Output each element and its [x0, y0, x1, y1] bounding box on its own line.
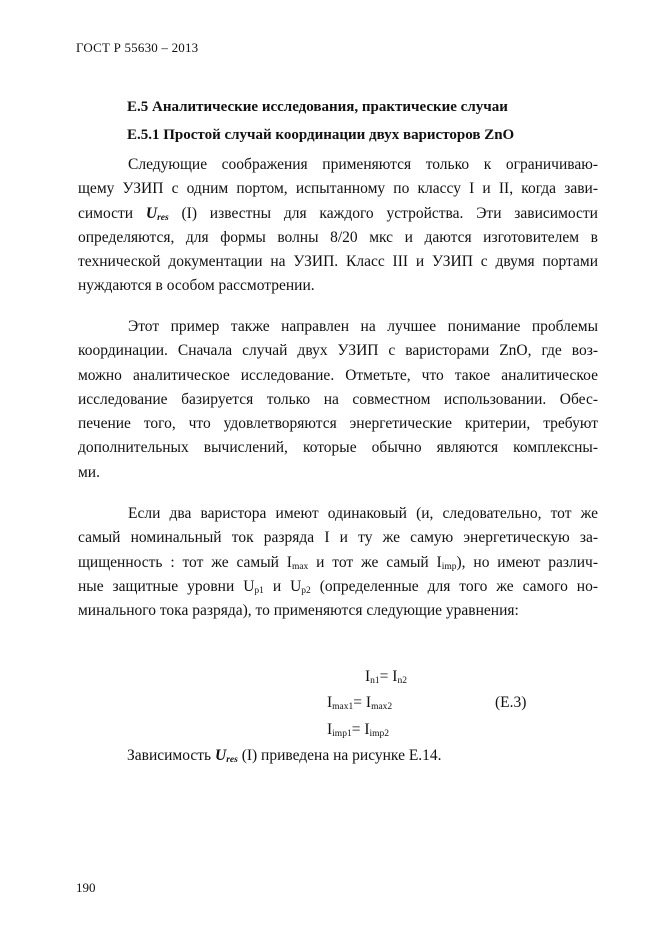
page-number: 190	[76, 880, 96, 895]
text-fragment: симости	[78, 204, 146, 222]
eq-lhs-subscript: imp1	[332, 729, 352, 739]
variable-symbol: U	[145, 204, 158, 222]
paragraph-line: технической документации на УЗИП. Класс III и УЗИП с двумя портами	[78, 253, 598, 271]
eq-equals: = I	[379, 668, 398, 685]
paragraph-3	[78, 502, 598, 623]
text-fragment: ), но имеют различ-	[456, 553, 599, 571]
text-fragment: (определенные для того же самого но-	[310, 577, 598, 595]
subscript: max	[291, 561, 309, 572]
subscript: imp	[441, 561, 457, 572]
figure-reference-line	[127, 747, 442, 765]
variable-u	[146, 205, 169, 222]
paragraph-1	[78, 153, 598, 299]
eq-rhs-subscript: max2	[371, 702, 393, 712]
variable-symbol: U	[214, 747, 227, 764]
equation-number: (Е.3)	[495, 694, 527, 711]
paragraph-line: ми.	[78, 463, 100, 481]
paragraph-line: минального тока разряда), то применяются следующие уравнения:	[78, 602, 519, 620]
eq-equals: = I	[351, 721, 370, 738]
paragraph-2	[78, 315, 598, 485]
text-fragment: и U	[263, 577, 302, 595]
equation-iimp	[327, 721, 389, 739]
variable-u	[215, 747, 238, 764]
paragraph-line	[78, 575, 598, 599]
paragraph-line: печение того, что удовлетворяются энергетические критерии, требуют	[78, 415, 598, 433]
subscript: p1	[254, 585, 264, 596]
paragraph-line: исследование базируется только на совместном использовании. Обес-	[78, 390, 598, 408]
paragraph-line	[78, 202, 598, 226]
section-heading-e51: Е.5.1 Простой случай координации двух варисторов ZnO	[127, 127, 515, 143]
eq-rhs-subscript: imp2	[369, 729, 390, 739]
paragraph-line: щему УЗИП с одним портом, испытанному по классу I и II, когда зави-	[78, 180, 598, 198]
eq-lhs: I	[327, 694, 333, 711]
text-fragment: (I) известны для каждого устройства. Эти зависимости	[168, 204, 598, 222]
paragraph-line: нуждаются в особом рассмотрении.	[78, 277, 315, 295]
text-fragment: и тот же самый I	[308, 553, 442, 571]
paragraph-line: Следующие соображения применяются только к ограничиваю-	[128, 156, 598, 173]
equation-imax	[327, 694, 392, 712]
section-heading-e5: Е.5 Аналитические исследования, практические случаи	[127, 99, 508, 115]
variable-subscript: res	[157, 212, 169, 223]
paragraph-line	[78, 551, 598, 575]
eq-equals: = I	[353, 694, 372, 711]
eq-lhs-subscript: max1	[332, 702, 354, 712]
paragraph-line: Этот пример также направлен на лучшее понимание проблемы	[128, 318, 598, 335]
paragraph-line: самый номинальный ток разряда I и ту же самую энергетическую за-	[78, 529, 598, 547]
text-fragment: щищенность : тот же самый I	[78, 553, 292, 571]
text-fragment: ные защитные уровни U	[78, 577, 255, 595]
variable-subscript: res	[226, 755, 238, 765]
paragraph-line: Если два варистора имеют одинаковый (и, следовательно, тот же	[128, 505, 598, 522]
paragraph-line: можно аналитическое исследование. Отметьте, что такое аналитическое	[78, 366, 598, 384]
eq-lhs: I	[365, 668, 371, 685]
paragraph-line: координации. Сначала случай двух УЗИП с варисторами ZnO, где воз-	[78, 342, 598, 360]
eq-lhs-subscript: n1	[370, 676, 380, 686]
text-fragment: (I) приведена на рисунке Е.14.	[237, 747, 442, 764]
paragraph-line: дополнительных вычислений, которые обычно являются комплексны-	[78, 439, 598, 457]
standard-header: ГОСТ Р 55630 – 2013	[76, 40, 199, 55]
subscript: p2	[301, 585, 311, 596]
eq-lhs: I	[327, 721, 333, 738]
paragraph-line: определяются, для формы волны 8/20 мкс и даются изготовителем в	[78, 228, 598, 246]
eq-rhs-subscript: n2	[397, 676, 407, 686]
equation-in	[365, 668, 407, 686]
text-fragment: Зависимость	[127, 747, 215, 764]
